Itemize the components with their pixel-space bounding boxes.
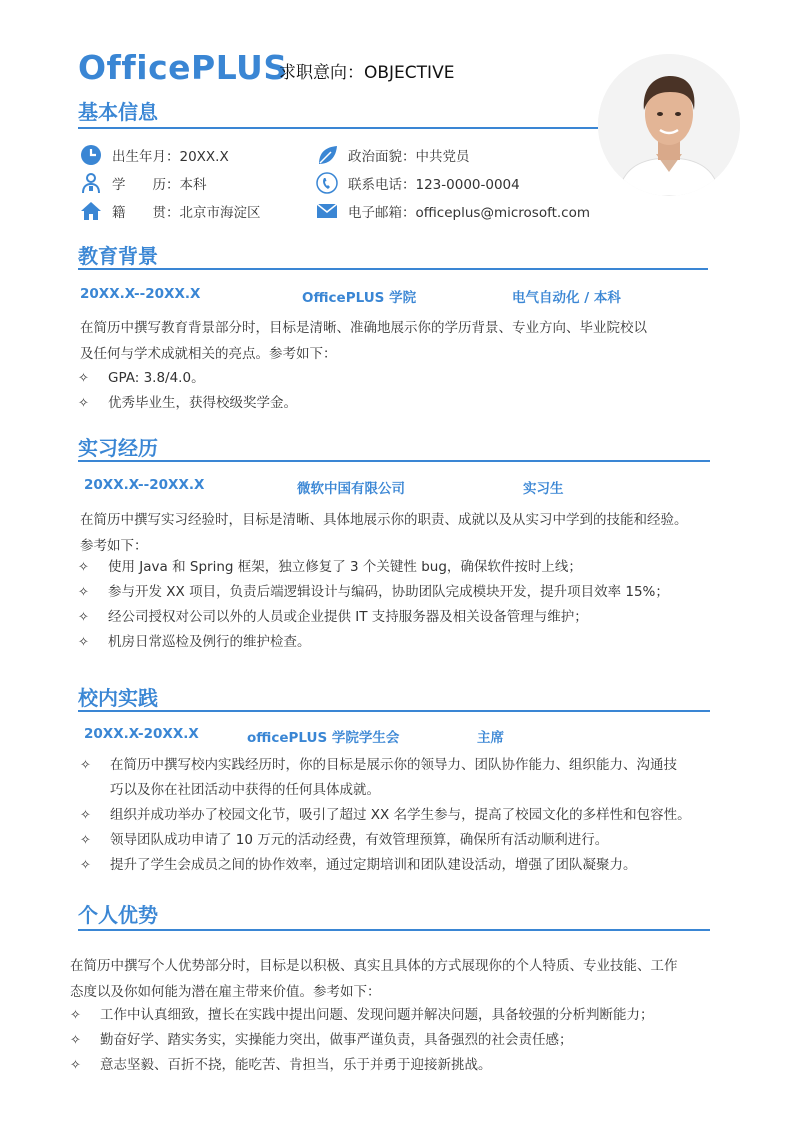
info-phone-text: 联系电话：123-0000-0004 — [348, 177, 520, 193]
list-item-text: 领导团队成功申请了 10 万元的活动经费，有效管理预算，确保所有活动顺利进行。 — [110, 832, 609, 848]
list-item — [78, 555, 738, 580]
section-title-campus: 校内实践 — [78, 686, 158, 710]
mail-icon — [316, 200, 338, 222]
info-education-text: 学 历：本科 — [112, 177, 207, 193]
info-phone — [316, 172, 520, 194]
list-item-text: 机房日常巡检及例行的维护检查。 — [108, 634, 311, 650]
strengths-bullets — [70, 1003, 750, 1078]
bullet-icon: ✧ — [70, 1033, 81, 1048]
list-item — [70, 1028, 750, 1053]
list-item-text: 组织并成功举办了校园文化节，吸引了超过 XX 名学生参与，提高了校园文化的多样性和包容性。 — [110, 807, 691, 823]
info-education — [80, 172, 207, 194]
education-period: 20XX.X--20XX.X — [80, 286, 201, 302]
info-birth-text: 出生年月：20XX.X — [112, 149, 229, 165]
leaf-icon — [316, 144, 338, 166]
bullet-icon: ✧ — [78, 585, 89, 600]
education-intro — [80, 315, 720, 367]
bullet-icon: ✧ — [80, 758, 91, 773]
list-item — [80, 828, 740, 853]
education-bullets — [78, 366, 718, 416]
internship-bullets — [78, 555, 738, 655]
campus-org: officePLUS 学院学生会 — [247, 730, 400, 746]
list-item — [80, 753, 740, 803]
list-item-text: GPA: 3.8/4.0。 — [108, 370, 205, 386]
list-item-text: 参与开发 XX 项目，负责后端逻辑设计与编码，协助团队完成模块开发，提升项目效率 15%； — [108, 584, 669, 600]
bullet-icon: ✧ — [80, 833, 91, 848]
phone-icon — [316, 172, 338, 194]
bullet-icon: ✧ — [70, 1058, 81, 1073]
list-item — [80, 853, 740, 878]
list-item — [70, 1053, 750, 1078]
bullet-icon: ✧ — [80, 858, 91, 873]
brand-logo-text: OfficePLUS — [78, 48, 288, 87]
internship-intro-line: 参考如下： — [80, 538, 148, 554]
clock-icon — [80, 144, 102, 166]
list-item — [78, 580, 738, 605]
internship-intro — [80, 507, 740, 559]
strengths-intro-line: 在简历中撰写个人优势部分时，目标是以积极、真实且具体的方式展现你的个人特质、专业技能、工作 — [70, 958, 678, 974]
section-divider — [78, 929, 710, 931]
bullet-icon: ✧ — [78, 560, 89, 575]
person-icon — [80, 172, 102, 194]
home-icon — [80, 200, 102, 222]
strengths-intro-line: 态度以及你如何能为潜在雇主带来价值。参考如下： — [70, 984, 381, 1000]
section-divider — [78, 268, 708, 270]
bullet-icon: ✧ — [70, 1008, 81, 1023]
info-politics-text: 政治面貌：中共党员 — [348, 149, 470, 165]
internship-company: 微软中国有限公司 — [297, 481, 405, 497]
info-hometown-text: 籍 贯：北京市海淀区 — [112, 205, 261, 221]
internship-intro-line: 在简历中撰写实习经验时，目标是清晰、具体地展示你的职责、成就以及从实习中学到的技能和经验。 — [80, 512, 688, 528]
list-item-text: 优秀毕业生，获得校级奖学金。 — [108, 395, 297, 411]
list-item — [70, 1003, 750, 1028]
education-intro-line: 及任何与学术成就相关的亮点。参考如下： — [80, 346, 337, 362]
list-item-text: 工作中认真细致，擅长在实践中提出问题、发现问题并解决问题，具备较强的分析判断能力； — [100, 1007, 654, 1023]
job-objective: 求职意向：OBJECTIVE — [279, 63, 455, 83]
section-divider — [78, 710, 710, 712]
list-item — [80, 803, 740, 828]
campus-role: 主席 — [477, 730, 504, 746]
list-item — [78, 391, 718, 416]
list-item-text: 经公司授权对公司以外的人员或企业提供 IT 支持服务器及相关设备管理与维护； — [108, 609, 588, 625]
info-politics — [316, 144, 470, 166]
info-hometown — [80, 200, 261, 222]
education-intro-line: 在简历中撰写教育背景部分时，目标是清晰、准确地展示你的学历背景、专业方向、毕业院校以 — [80, 320, 647, 336]
portrait-image — [598, 54, 740, 196]
internship-role: 实习生 — [523, 481, 564, 497]
strengths-intro — [70, 953, 750, 1005]
campus-bullets — [80, 753, 740, 878]
section-title-basic: 基本信息 — [78, 100, 158, 124]
bullet-icon: ✧ — [78, 396, 89, 411]
list-item-text: 意志坚毅、百折不挠，能吃苦、肯担当，乐于并勇于迎接新挑战。 — [100, 1057, 492, 1073]
list-item-text-line: 巧以及你在社团活动中获得的任何具体成就。 — [110, 782, 380, 798]
info-email — [316, 200, 590, 222]
bullet-icon: ✧ — [78, 371, 89, 386]
section-title-internship: 实习经历 — [78, 436, 158, 460]
list-item-text: 使用 Java 和 Spring 框架，独立修复了 3 个关键性 bug，确保软件按时上线； — [108, 559, 582, 575]
list-item — [78, 366, 718, 391]
bullet-icon: ✧ — [78, 635, 89, 650]
campus-period: 20XX.X-20XX.X — [84, 726, 199, 742]
list-item-text — [110, 753, 740, 803]
list-item — [78, 630, 738, 655]
section-divider — [78, 460, 710, 462]
internship-period: 20XX.X--20XX.X — [84, 477, 205, 493]
list-item-text: 提升了学生会成员之间的协作效率，通过定期培训和团队建设活动，增强了团队凝聚力。 — [110, 857, 637, 873]
bullet-icon: ✧ — [80, 808, 91, 823]
education-school: OfficePLUS 学院 — [302, 290, 417, 306]
list-item-text: 勤奋好学、踏实务实，实操能力突出，做事严谨负责，具备强烈的社会责任感； — [100, 1032, 573, 1048]
profile-photo — [598, 54, 740, 196]
bullet-icon: ✧ — [78, 610, 89, 625]
section-title-education: 教育背景 — [78, 244, 158, 268]
education-major: 电气自动化 / 本科 — [512, 290, 621, 306]
list-item-text-line: 在简历中撰写校内实践经历时，你的目标是展示你的领导力、团队协作能力、组织能力、沟通技 — [110, 757, 677, 773]
section-divider — [78, 127, 598, 129]
info-email-text: 电子邮箱：officeplus@microsoft.com — [348, 205, 591, 221]
section-title-strengths: 个人优势 — [78, 903, 158, 927]
list-item — [78, 605, 738, 630]
info-birth — [80, 144, 229, 166]
